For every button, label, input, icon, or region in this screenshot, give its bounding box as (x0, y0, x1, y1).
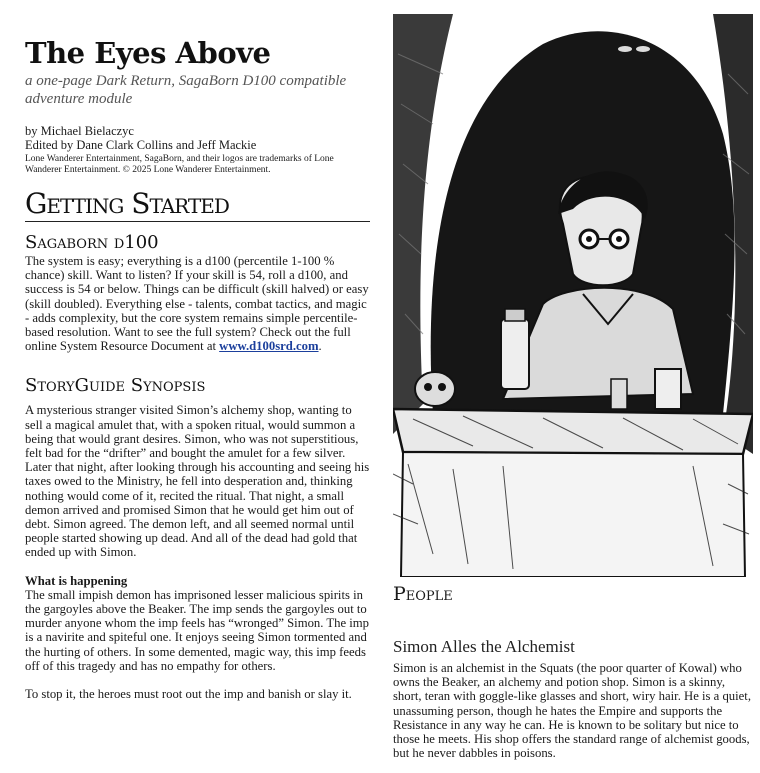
trademark-notice: Lone Wanderer Entertainment, SagaBorn, and their logos are trademarks of Lone Wanderer Entertainment. © 2025 Lone Wanderer Entertainment. (25, 154, 334, 175)
happening-body: The small impish demon has imprisoned lesser malicious spirits in the gargoyles above the Beaker. The imp sends the gargoyles out to murder anyone whom the imp feels has “wronged” Simon. The imp is a navirite and spiteful one. It enjoys seeing Simon tormented and the hurting of others. In some demented, magic way, this imp feeds off of this tragedy and has no empathy for others. (25, 587, 370, 673)
stop-instructions: To stop it, the heroes must root out the imp and banish or slay it. (25, 687, 352, 702)
person-description-simon: Simon is an alchemist in the Squats (the poor quarter of Kowal) who owns the Beaker, an alchemy and potion shop. Simon is a skinny, short, teran with goggle-like glasses and short, wiry hair. He is a quiet, unassuming person, though he hates the Empire and supports the Resistance in any way he can. He is known to be solitary but nice to those he meets. His shop offers the standard range of alchemist goods, but he never dabbles in poisons. (393, 661, 751, 761)
synopsis-body: A mysterious stranger visited Simon’s alchemy shop, wanting to sell a magical amulet that, with a spoken ritual, would summon a being that would grant desires. Simon, who was not superstitious, felt bad for the “drifter” and bought the amulet for a few silver. Later that night, after looking through his accounting and seeing his taxes owed to the Ministry, he fell into desperation and, thinking nothing would come of it, recited the ritual. That night, a small demon arrived and promised Simon that he would get him out of debt. Simon agreed. The demon left, and all seemed normal until people started showing up dead. And all of the dead had gold that ended up with Simon. (25, 403, 370, 560)
link-suffix: . (318, 339, 322, 354)
heading-sagaborn: Sagaborn d100 (25, 232, 159, 253)
credits-block (25, 124, 370, 176)
label-what-is-happening: What is happening (25, 573, 128, 588)
editors-line: Edited by Dane Clark Collins and Jeff Mackie (25, 138, 257, 152)
shop-counter-icon (393, 409, 753, 577)
section-people: People (393, 583, 453, 605)
skull-icon (415, 372, 455, 406)
srd-link[interactable]: www.d100srd.com (219, 339, 319, 354)
alchemist-illustration (393, 14, 753, 577)
left-column (25, 37, 370, 701)
person-name-simon: Simon Alles the Alchemist (393, 637, 575, 656)
section-getting-started: Getting Started (25, 188, 370, 222)
sagaborn-body (25, 254, 370, 353)
sagaborn-text: The system is easy; everything is a d100 (percentile 1-100 % chance) skill. Want to listen? If your skill is 54, roll a d100, and success is 54 or below. Things can be difficult (skill halved) or easy (skill doubled). Everything else - talents, combat tactics, and magic - adds complexity, but the core system remains simple percentile-based resolution. Want to see the full system? Check out the full online System Resource Document at (25, 254, 369, 354)
module-subtitle: a one-page Dark Return, SagaBorn D100 compatible adventure module (25, 73, 347, 107)
right-column (393, 14, 753, 760)
module-title: The Eyes Above (25, 36, 271, 70)
author-line: by Michael Bielaczyc (25, 124, 134, 138)
heading-synopsis: StoryGuide Synopsis (25, 375, 206, 397)
potion-bottle-icon (501, 309, 529, 389)
